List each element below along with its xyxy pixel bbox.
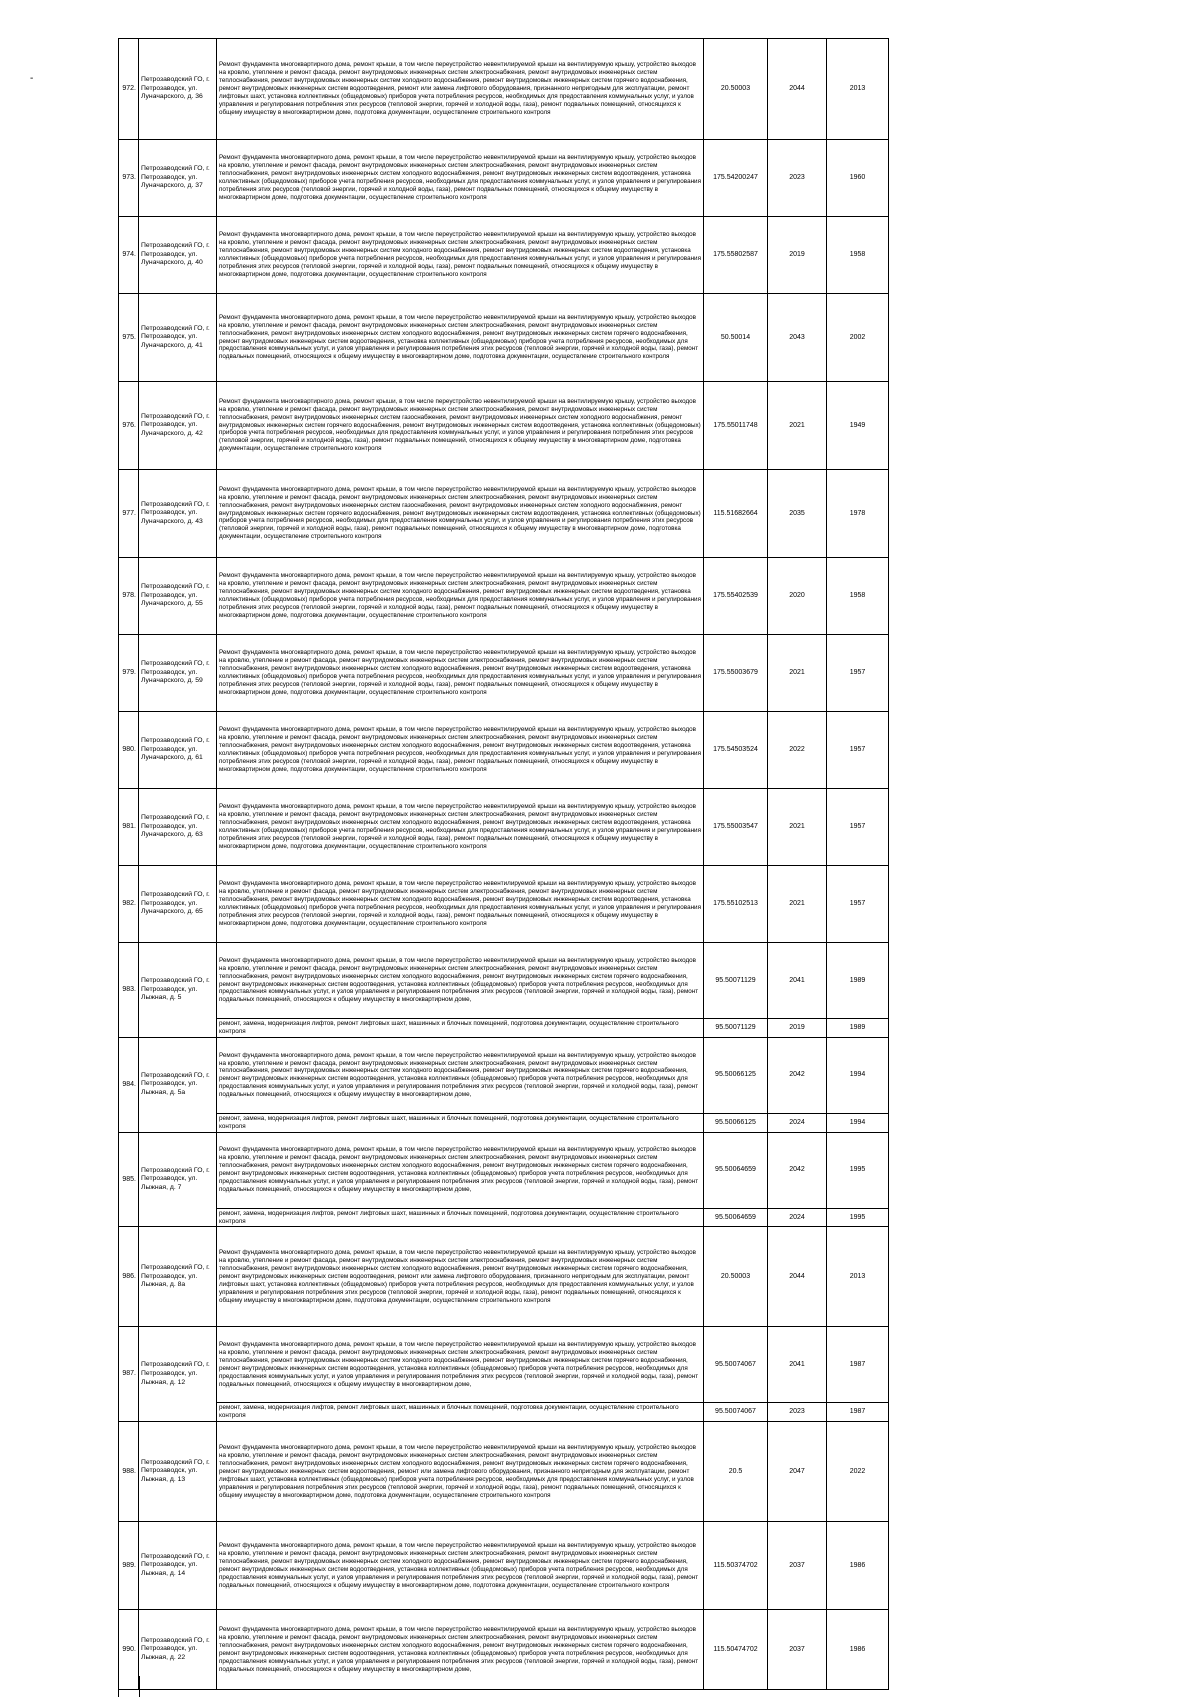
table-row [119,1327,889,1403]
area-cell: 175.55802587 [704,217,768,294]
area-cell: 95.50064659 [704,1208,768,1227]
address-cell: Петрозаводский ГО, г. Петрозаводск, ул. Лыжная, д. 5 [139,943,217,1038]
plan-year-cell: 2023 [768,1403,827,1422]
build-year-cell: 2002 [827,294,889,382]
row-number: 979. [119,635,139,712]
works-cell: Ремонт фундамента многоквартирного дома, ремонт крыши, в том числе переустройство невентилируемой крыши на вентилируемую крышу, устройство выходов на кровлю, утепление и ремонт фасада, ремонт внутридомовых инженерных систем электроснабжения, ремонт внутридомовых инженерных систем теплоснабжения, ремонт внутридомовых инженерных систем холодного водоснабжения, ремонт внутридомовых инженерных систем горячего водоснабжения, ремонт внутридомовых инженерных систем водоотведения, установка коллективных (общедомовых) приборов учета потребления ресурсов, необходимых для предоставления коммунальных услуг, и узлов управления и регулирования потребления этих ресурсов (тепловой энергии, горячей и холодной воды, газа), ремонт подвальных помещений, относящихся к общему имуществу в многоквартирном доме, [217,1132,704,1208]
area-cell: 115.51682664 [704,470,768,558]
works-cell: Ремонт фундамента многоквартирного дома, ремонт крыши, в том числе переустройство невентилируемой крыши на вентилируемую крышу, устройство выходов на кровлю, утепление и ремонт фасада, ремонт внутридомовых инженерных систем электроснабжения, ремонт внутридомовых инженерных систем теплоснабжения, ремонт внутридомовых инженерных систем газоснабжения, ремонт внутридомовых инженерных систем холодного водоснабжения, ремонт внутридомовых инженерных систем горячего водоснабжения, ремонт внутридомовых инженерных систем водоотведения, установка коллективных (общедомовых) приборов учета потребления ресурсов, необходимых для предоставления коммунальных услуг, и узлов управления и регулирования потребления этих ресурсов (тепловой энергии, горячей и холодной воды, газа), ремонт подвальных помещений, относящихся к общему имуществу в многоквартирном доме, подготовка документации, осуществление строительного контроля [217,382,704,470]
table-row [119,382,889,470]
address-cell: Петрозаводский ГО, г. Петрозаводск, ул. Луначарского, д. 63 [139,789,217,866]
plan-year-cell: 2037 [768,1610,827,1690]
plan-year-cell: 2047 [768,1422,827,1522]
row-number: 983. [119,943,139,1038]
address-cell: Петрозаводский ГО, г. Петрозаводск, ул. Луначарского, д. 55 [139,558,217,635]
address-cell: Петрозаводский ГО, г. Петрозаводск, ул. Лыжная, д. 5а [139,1037,217,1132]
build-year-cell: 1994 [827,1037,889,1113]
area-cell: 175.54503524 [704,712,768,789]
area-cell: 20.50003 [704,1227,768,1327]
table-body [119,39,889,1690]
works-cell: Ремонт фундамента многоквартирного дома, ремонт крыши, в том числе переустройство невентилируемой крыши на вентилируемую крышу, устройство выходов на кровлю, утепление и ремонт фасада, ремонт внутридомовых инженерных систем электроснабжения, ремонт внутридомовых инженерных систем теплоснабжения, ремонт внутридомовых инженерных систем холодного водоснабжения, ремонт внутридомовых инженерных систем водоотведения, установка коллективных (общедомовых) приборов учета потребления ресурсов, необходимых для предоставления коммунальных услуг, и узлов управления и регулирования потребления этих ресурсов (тепловой энергии, горячей и холодной воды, газа), ремонт подвальных помещений, относящихся к общему имуществу в многоквартирном доме, подготовка документации, осуществление строительного контроля [217,558,704,635]
row-number: 978. [119,558,139,635]
build-year-cell: 1989 [827,943,889,1019]
table-row [119,294,889,382]
works-cell: Ремонт фундамента многоквартирного дома, ремонт крыши, в том числе переустройство невентилируемой крыши на вентилируемую крышу, устройство выходов на кровлю, утепление и ремонт фасада, ремонт внутридомовых инженерных систем электроснабжения, ремонт внутридомовых инженерных систем теплоснабжения, ремонт внутридомовых инженерных систем холодного водоснабжения, ремонт внутридомовых инженерных систем водоотведения, установка коллективных (общедомовых) приборов учета потребления ресурсов, необходимых для предоставления коммунальных услуг, и узлов управления и регулирования потребления этих ресурсов (тепловой энергии, горячей и холодной воды, газа), ремонт подвальных помещений, относящихся к общему имуществу в многоквартирном доме, подготовка документации, осуществление строительного контроля [217,789,704,866]
plan-year-cell: 2021 [768,635,827,712]
row-number: 980. [119,712,139,789]
plan-year-cell: 2019 [768,1019,827,1038]
build-year-cell: 1958 [827,217,889,294]
row-number: 972. [119,39,139,140]
build-year-cell: 1958 [827,558,889,635]
table-row [119,1037,889,1113]
table-row [119,140,889,217]
plan-year-cell: 2022 [768,712,827,789]
works-cell: Ремонт фундамента многоквартирного дома, ремонт крыши, в том числе переустройство невентилируемой крыши на вентилируемую крышу, устройство выходов на кровлю, утепление и ремонт фасада, ремонт внутридомовых инженерных систем электроснабжения, ремонт внутридомовых инженерных систем теплоснабжения, ремонт внутридомовых инженерных систем холодного водоснабжения, ремонт внутридомовых инженерных систем горячего водоснабжения, ремонт внутридомовых инженерных систем водоотведения, установка коллективных (общедомовых) приборов учета потребления ресурсов, необходимых для предоставления коммунальных услуг, и узлов управления и регулирования потребления этих ресурсов (тепловой энергии, горячей и холодной воды, газа), ремонт подвальных помещений, относящихся к общему имуществу в многоквартирном доме, [217,1037,704,1113]
works-cell: ремонт, замена, модернизация лифтов, ремонт лифтовых шахт, машинных и блочных помещений, подготовка документации, осуществление строительного контроля [217,1019,704,1038]
plan-year-cell: 2021 [768,382,827,470]
build-year-cell: 1957 [827,635,889,712]
table-row [119,866,889,943]
area-cell: 175.55003679 [704,635,768,712]
build-year-cell: 1957 [827,712,889,789]
table-row [119,1227,889,1327]
works-cell: Ремонт фундамента многоквартирного дома, ремонт крыши, в том числе переустройство невентилируемой крыши на вентилируемую крышу, устройство выходов на кровлю, утепление и ремонт фасада, ремонт внутридомовых инженерных систем электроснабжения, ремонт внутридомовых инженерных систем теплоснабжения, ремонт внутридомовых инженерных систем холодного водоснабжения, ремонт внутридомовых инженерных систем водоотведения, установка коллективных (общедомовых) приборов учета потребления ресурсов, необходимых для предоставления коммунальных услуг, и узлов управления и регулирования потребления этих ресурсов (тепловой энергии, горячей и холодной воды, газа), ремонт подвальных помещений, относящихся к общему имуществу в многоквартирном доме, подготовка документации, осуществление строительного контроля [217,635,704,712]
build-year-cell: 1986 [827,1610,889,1690]
address-cell: Петрозаводский ГО, г. Петрозаводск, ул. Лыжная, д. 12 [139,1327,217,1422]
works-cell: Ремонт фундамента многоквартирного дома, ремонт крыши, в том числе переустройство невентилируемой крыши на вентилируемую крышу, устройство выходов на кровлю, утепление и ремонт фасада, ремонт внутридомовых инженерных систем электроснабжения, ремонт внутридомовых инженерных систем теплоснабжения, ремонт внутридомовых инженерных систем холодного водоснабжения, ремонт внутридомовых инженерных систем горячего водоснабжения, ремонт внутридомовых инженерных систем водоотведения, ремонт или замена лифтового оборудования, признанного непригодным для эксплуатации, ремонт лифтовых шахт, установка коллективных (общедомовых) приборов учета потребления ресурсов, необходимых для предоставления коммунальных услуг, и узлов управления и регулирования потребления этих ресурсов (тепловой энергии, горячей и холодной воды, газа), ремонт подвальных помещений, относящихся к общему имуществу в многоквартирном доме, подготовка документации, осуществление строительного контроля [217,39,704,140]
works-cell: Ремонт фундамента многоквартирного дома, ремонт крыши, в том числе переустройство невентилируемой крыши на вентилируемую крышу, устройство выходов на кровлю, утепление и ремонт фасада, ремонт внутридомовых инженерных систем электроснабжения, ремонт внутридомовых инженерных систем теплоснабжения, ремонт внутридомовых инженерных систем холодного водоснабжения, ремонт внутридомовых инженерных систем горячего водоснабжения, ремонт внутридомовых инженерных систем водоотведения, ремонт или замена лифтового оборудования, признанного непригодным для эксплуатации, ремонт лифтовых шахт, установка коллективных (общедомовых) приборов учета потребления ресурсов, необходимых для предоставления коммунальных услуг, и узлов управления и регулирования потребления этих ресурсов (тепловой энергии, горячей и холодной воды, газа), ремонт подвальных помещений, относящихся к общему имуществу в многоквартирном доме, подготовка документации, осуществление строительного контроля [217,1422,704,1522]
row-number: 977. [119,470,139,558]
row-number: 984. [119,1037,139,1132]
area-cell: 20.50003 [704,39,768,140]
area-cell: 20.5 [704,1422,768,1522]
works-cell: Ремонт фундамента многоквартирного дома, ремонт крыши, в том числе переустройство невентилируемой крыши на вентилируемую крышу, устройство выходов на кровлю, утепление и ремонт фасада, ремонт внутридомовых инженерных систем электроснабжения, ремонт внутридомовых инженерных систем теплоснабжения, ремонт внутридомовых инженерных систем холодного водоснабжения, ремонт внутридомовых инженерных систем горячего водоснабжения, ремонт внутридомовых инженерных систем водоотведения, установка коллективных (общедомовых) приборов учета потребления ресурсов, необходимых для предоставления коммунальных услуг, и узлов управления и регулирования потребления этих ресурсов (тепловой энергии, горячей и холодной воды, газа), ремонт подвальных помещений, относящихся к общему имуществу в многоквартирном доме, [217,1327,704,1403]
table-row [119,39,889,140]
plan-year-cell: 2042 [768,1037,827,1113]
works-cell: ремонт, замена, модернизация лифтов, ремонт лифтовых шахт, машинных и блочных помещений, подготовка документации, осуществление строительного контроля [217,1113,704,1132]
plan-year-cell: 2044 [768,39,827,140]
build-year-cell: 1989 [827,1019,889,1038]
area-cell: 175.55003547 [704,789,768,866]
table-row [119,943,889,1019]
works-cell: Ремонт фундамента многоквартирного дома, ремонт крыши, в том числе переустройство невентилируемой крыши на вентилируемую крышу, устройство выходов на кровлю, утепление и ремонт фасада, ремонт внутридомовых инженерных систем электроснабжения, ремонт внутридомовых инженерных систем теплоснабжения, ремонт внутридомовых инженерных систем холодного водоснабжения, ремонт внутридомовых инженерных систем горячего водоснабжения, ремонт внутридомовых инженерных систем водоотведения, установка коллективных (общедомовых) приборов учета потребления ресурсов, необходимых для предоставления коммунальных услуг, и узлов управления и регулирования потребления этих ресурсов (тепловой энергии, горячей и холодной воды, газа), ремонт подвальных помещений, относящихся к общему имуществу в многоквартирном доме, [217,943,704,1019]
address-cell: Петрозаводский ГО, г. Петрозаводск, ул. Луначарского, д. 37 [139,140,217,217]
address-cell: Петрозаводский ГО, г. Петрозаводск, ул. Луначарского, д. 40 [139,217,217,294]
address-cell: Петрозаводский ГО, г. Петрозаводск, ул. Луначарского, д. 41 [139,294,217,382]
row-number: 985. [119,1132,139,1227]
table-row [119,1019,889,1038]
area-cell: 95.50074067 [704,1403,768,1422]
build-year-cell: 1978 [827,470,889,558]
address-cell: Петрозаводский ГО, г. Петрозаводск, ул. Лыжная, д. 8а [139,1227,217,1327]
works-cell: ремонт, замена, модернизация лифтов, ремонт лифтовых шахт, машинных и блочных помещений, подготовка документации, осуществление строительного контроля [217,1208,704,1227]
works-cell: Ремонт фундамента многоквартирного дома, ремонт крыши, в том числе переустройство невентилируемой крыши на вентилируемую крышу, устройство выходов на кровлю, утепление и ремонт фасада, ремонт внутридомовых инженерных систем электроснабжения, ремонт внутридомовых инженерных систем теплоснабжения, ремонт внутридомовых инженерных систем холодного водоснабжения, ремонт внутридомовых инженерных систем водоотведения, установка коллективных (общедомовых) приборов учета потребления ресурсов, необходимых для предоставления коммунальных услуг, и узлов управления и регулирования потребления этих ресурсов (тепловой энергии, горячей и холодной воды, газа), ремонт подвальных помещений, относящихся к общему имуществу в многоквартирном доме, подготовка документации, осуществление строительного контроля [217,866,704,943]
plan-year-cell: 2019 [768,217,827,294]
table-row [119,558,889,635]
area-cell: 95.50071129 [704,943,768,1019]
address-cell: Петрозаводский ГО, г. Петрозаводск, ул. Луначарского, д. 43 [139,470,217,558]
row-number: 981. [119,789,139,866]
build-year-cell: 1995 [827,1132,889,1208]
row-number: 990. [119,1610,139,1690]
area-cell: 175.55011748 [704,382,768,470]
address-cell: Петрозаводский ГО, г. Петрозаводск, ул. Луначарского, д. 61 [139,712,217,789]
area-cell: 115.50374702 [704,1522,768,1610]
area-cell: 95.50071129 [704,1019,768,1038]
table-row [119,1610,889,1690]
build-year-cell: 1987 [827,1327,889,1403]
area-cell: 175.55402539 [704,558,768,635]
works-cell: Ремонт фундамента многоквартирного дома, ремонт крыши, в том числе переустройство невентилируемой крыши на вентилируемую крышу, устройство выходов на кровлю, утепление и ремонт фасада, ремонт внутридомовых инженерных систем электроснабжения, ремонт внутридомовых инженерных систем теплоснабжения, ремонт внутридомовых инженерных систем холодного водоснабжения, ремонт внутридомовых инженерных систем водоотведения, установка коллективных (общедомовых) приборов учета потребления ресурсов, необходимых для предоставления коммунальных услуг, и узлов управления и регулирования потребления этих ресурсов (тепловой энергии, горячей и холодной воды, газа), ремонт подвальных помещений, относящихся к общему имуществу в многоквартирном доме, подготовка документации, осуществление строительного контроля [217,217,704,294]
build-year-cell: 1957 [827,866,889,943]
table-row [119,217,889,294]
table-row [119,1403,889,1422]
table-row [119,1132,889,1208]
capital-repair-table [118,38,888,1690]
works-cell: Ремонт фундамента многоквартирного дома, ремонт крыши, в том числе переустройство невентилируемой крыши на вентилируемую крышу, устройство выходов на кровлю, утепление и ремонт фасада, ремонт внутридомовых инженерных систем электроснабжения, ремонт внутридомовых инженерных систем теплоснабжения, ремонт внутридомовых инженерных систем холодного водоснабжения, ремонт внутридомовых инженерных систем горячего водоснабжения, ремонт внутридомовых инженерных систем водоотведения, ремонт или замена лифтового оборудования, признанного непригодным для эксплуатации, ремонт лифтовых шахт, установка коллективных (общедомовых) приборов учета потребления ресурсов, необходимых для предоставления коммунальных услуг, и узлов управления и регулирования потребления этих ресурсов (тепловой энергии, горячей и холодной воды, газа), ремонт подвальных помещений, относящихся к общему имуществу в многоквартирном доме, подготовка документации, осуществление строительного контроля [217,1227,704,1327]
table-row [119,1113,889,1132]
build-year-cell: 1995 [827,1208,889,1227]
area-cell: 50.50014 [704,294,768,382]
area-cell: 115.50474702 [704,1610,768,1690]
plan-year-cell: 2042 [768,1132,827,1208]
address-cell: Петрозаводский ГО, г. Петрозаводск, ул. Лыжная, д. 14 [139,1522,217,1610]
area-cell: 175.54200247 [704,140,768,217]
address-cell: Петрозаводский ГО, г. Петрозаводск, ул. Луначарского, д. 65 [139,866,217,943]
works-cell: Ремонт фундамента многоквартирного дома, ремонт крыши, в том числе переустройство невентилируемой крыши на вентилируемую крышу, устройство выходов на кровлю, утепление и ремонт фасада, ремонт внутридомовых инженерных систем электроснабжения, ремонт внутридомовых инженерных систем теплоснабжения, ремонт внутридомовых инженерных систем холодного водоснабжения, ремонт внутридомовых инженерных систем горячего водоснабжения, ремонт внутридомовых инженерных систем водоотведения, установка коллективных (общедомовых) приборов учета потребления ресурсов, необходимых для предоставления коммунальных услуг, и узлов управления и регулирования потребления этих ресурсов (тепловой энергии, горячей и холодной воды, газа), ремонт подвальных помещений, относящихся к общему имуществу в многоквартирном доме, [217,1610,704,1690]
plan-year-cell: 2024 [768,1208,827,1227]
plan-year-cell: 2044 [768,1227,827,1327]
row-number: 986. [119,1227,139,1327]
table-row [119,1208,889,1227]
area-cell: 175.55102513 [704,866,768,943]
plan-year-cell: 2020 [768,558,827,635]
table-row [119,470,889,558]
plan-year-cell: 2021 [768,866,827,943]
build-year-cell: 1960 [827,140,889,217]
table-row [119,1422,889,1522]
works-cell: Ремонт фундамента многоквартирного дома, ремонт крыши, в том числе переустройство невентилируемой крыши на вентилируемую крышу, устройство выходов на кровлю, утепление и ремонт фасада, ремонт внутридомовых инженерных систем электроснабжения, ремонт внутридомовых инженерных систем теплоснабжения, ремонт внутридомовых инженерных систем холодного водоснабжения, ремонт внутридомовых инженерных систем горячего водоснабжения, ремонт внутридомовых инженерных систем водоотведения, установка коллективных (общедомовых) приборов учета потребления ресурсов, необходимых для предоставления коммунальных услуг, и узлов управления и регулирования потребления этих ресурсов (тепловой энергии, горячей и холодной воды, газа), ремонт подвальных помещений, относящихся к общему имуществу в многоквартирном доме, подготовка документации, осуществление строительного контроля [217,1522,704,1610]
plan-year-cell: 2024 [768,1113,827,1132]
build-year-cell: 1986 [827,1522,889,1610]
row-number: 974. [119,217,139,294]
address-cell: Петрозаводский ГО, г. Петрозаводск, ул. Луначарского, д. 36 [139,39,217,140]
row-number: 973. [119,140,139,217]
address-cell: Петрозаводский ГО, г. Петрозаводск, ул. Луначарского, д. 59 [139,635,217,712]
row-number: 989. [119,1522,139,1610]
build-year-cell: 2013 [827,39,889,140]
works-cell: Ремонт фундамента многоквартирного дома, ремонт крыши, в том числе переустройство невентилируемой крыши на вентилируемую крышу, устройство выходов на кровлю, утепление и ремонт фасада, ремонт внутридомовых инженерных систем электроснабжения, ремонт внутридомовых инженерных систем теплоснабжения, ремонт внутридомовых инженерных систем холодного водоснабжения, ремонт внутридомовых инженерных систем горячего водоснабжения, ремонт внутридомовых инженерных систем водоотведения, установка коллективных (общедомовых) приборов учета потребления ресурсов, необходимых для предоставления коммунальных услуг, и узлов управления и регулирования потребления этих ресурсов (тепловой энергии, горячей и холодной воды, газа), ремонт подвальных помещений, относящихся к общему имуществу в многоквартирном доме, подготовка документации, осуществление строительного контроля [217,294,704,382]
margin-mark: - [30,73,34,84]
area-cell: 95.50074067 [704,1327,768,1403]
works-cell: ремонт, замена, модернизация лифтов, ремонт лифтовых шахт, машинных и блочных помещений, подготовка документации, осуществление строительного контроля [217,1403,704,1422]
row-number: 975. [119,294,139,382]
area-cell: 95.50066125 [704,1113,768,1132]
table-row [119,635,889,712]
plan-year-cell: 2035 [768,470,827,558]
address-cell: Петрозаводский ГО, г. Петрозаводск, ул. Лыжная, д. 22 [139,1610,217,1690]
table-continuation [118,1676,140,1697]
plan-year-cell: 2041 [768,1327,827,1403]
address-cell: Петрозаводский ГО, г. Петрозаводск, ул. Луначарского, д. 42 [139,382,217,470]
plan-year-cell: 2043 [768,294,827,382]
plan-year-cell: 2021 [768,789,827,866]
works-cell: Ремонт фундамента многоквартирного дома, ремонт крыши, в том числе переустройство невентилируемой крыши на вентилируемую крышу, устройство выходов на кровлю, утепление и ремонт фасада, ремонт внутридомовых инженерных систем электроснабжения, ремонт внутридомовых инженерных систем теплоснабжения, ремонт внутридомовых инженерных систем холодного водоснабжения, ремонт внутридомовых инженерных систем водоотведения, установка коллективных (общедомовых) приборов учета потребления ресурсов, необходимых для предоставления коммунальных услуг, и узлов управления и регулирования потребления этих ресурсов (тепловой энергии, горячей и холодной воды, газа), ремонт подвальных помещений, относящихся к общему имуществу в многоквартирном доме, подготовка документации, осуществление строительного контроля [217,140,704,217]
address-cell: Петрозаводский ГО, г. Петрозаводск, ул. Лыжная, д. 13 [139,1422,217,1522]
address-cell: Петрозаводский ГО, г. Петрозаводск, ул. Лыжная, д. 7 [139,1132,217,1227]
row-number: 987. [119,1327,139,1422]
build-year-cell: 1957 [827,789,889,866]
area-cell: 95.50066125 [704,1037,768,1113]
works-cell: Ремонт фундамента многоквартирного дома, ремонт крыши, в том числе переустройство невентилируемой крыши на вентилируемую крышу, устройство выходов на кровлю, утепление и ремонт фасада, ремонт внутридомовых инженерных систем электроснабжения, ремонт внутридомовых инженерных систем теплоснабжения, ремонт внутридомовых инженерных систем холодного водоснабжения, ремонт внутридомовых инженерных систем водоотведения, установка коллективных (общедомовых) приборов учета потребления ресурсов, необходимых для предоставления коммунальных услуг, и узлов управления и регулирования потребления этих ресурсов (тепловой энергии, горячей и холодной воды, газа), ремонт подвальных помещений, относящихся к общему имуществу в многоквартирном доме, подготовка документации, осуществление строительного контроля [217,712,704,789]
row-number: 988. [119,1422,139,1522]
row-number: 982. [119,866,139,943]
plan-year-cell: 2037 [768,1522,827,1610]
build-year-cell: 2022 [827,1422,889,1522]
build-year-cell: 1987 [827,1403,889,1422]
table-row [119,789,889,866]
plan-year-cell: 2023 [768,140,827,217]
table-row [119,712,889,789]
table-row [119,1522,889,1610]
build-year-cell: 2013 [827,1227,889,1327]
row-number: 976. [119,382,139,470]
plan-year-cell: 2041 [768,943,827,1019]
works-cell: Ремонт фундамента многоквартирного дома, ремонт крыши, в том числе переустройство невентилируемой крыши на вентилируемую крышу, устройство выходов на кровлю, утепление и ремонт фасада, ремонт внутридомовых инженерных систем электроснабжения, ремонт внутридомовых инженерных систем теплоснабжения, ремонт внутридомовых инженерных систем газоснабжения, ремонт внутридомовых инженерных систем холодного водоснабжения, ремонт внутридомовых инженерных систем горячего водоснабжения, ремонт внутридомовых инженерных систем водоотведения, установка коллективных (общедомовых) приборов учета потребления ресурсов, необходимых для предоставления коммунальных услуг, и узлов управления и регулирования потребления этих ресурсов (тепловой энергии, горячей и холодной воды, газа), ремонт подвальных помещений, относящихся к общему имуществу в многоквартирном доме, подготовка документации, осуществление строительного контроля [217,470,704,558]
build-year-cell: 1994 [827,1113,889,1132]
area-cell: 95.50064659 [704,1132,768,1208]
build-year-cell: 1949 [827,382,889,470]
